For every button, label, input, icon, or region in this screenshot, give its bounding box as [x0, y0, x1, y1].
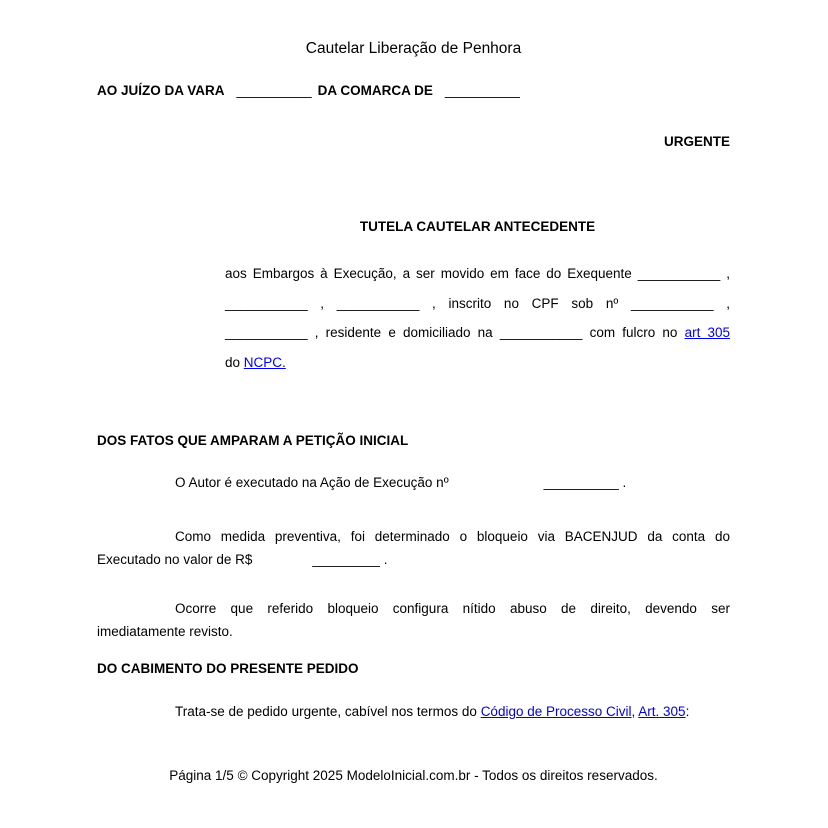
- paragraph-autor-text: O Autor é executado na Ação de Execução nº: [175, 475, 449, 490]
- qualification-line-3: [225, 318, 730, 348]
- qualification-line-4-text: do: [225, 354, 244, 370]
- paragraph-abuso-line-1: Ocorre que referido bloqueio configura nítido abuso de direito, devendo ser: [175, 601, 730, 616]
- addressing-text-2: DA COMARCA DE: [317, 83, 433, 98]
- link-art-305[interactable]: art 305: [684, 325, 731, 340]
- section-heading-tutela: TUTELA CAUTELAR ANTECEDENTE: [359, 219, 596, 234]
- document-title: Cautelar Liberação de Penhora: [305, 40, 522, 57]
- urgent-label: URGENTE: [663, 134, 730, 149]
- paragraph-autor-period: .: [618, 475, 627, 490]
- blank-field-comarca: __________: [444, 83, 520, 98]
- addressing-text-1: AO JUÍZO DA VARA: [97, 83, 225, 98]
- blank-field-vara: __________: [236, 83, 312, 98]
- paragraph-cabimento-text: Trata-se de pedido urgente, cabível nos termos do: [175, 704, 481, 719]
- section-heading-cabimento: DO CABIMENTO DO PRESENTE PEDIDO: [97, 661, 359, 676]
- qualification-line-1: aos Embargos à Execução, a ser movido em face do Exequente ___________ ,: [225, 266, 730, 281]
- blank-field-numero-execucao: __________: [543, 475, 619, 490]
- blank-field-valor: _________: [312, 551, 380, 567]
- paragraph-bloqueio-period: .: [379, 551, 388, 567]
- link-ncpc[interactable]: NCPC.: [243, 354, 286, 370]
- link-art-305-cabimento[interactable]: Art. 305: [638, 704, 686, 719]
- qualification-line-2: ___________ , ___________ , inscrito no CPF sob nº ___________ ,: [225, 295, 730, 311]
- section-heading-fatos: DOS FATOS QUE AMPARAM A PETIÇÃO INICIAL: [97, 433, 409, 448]
- paragraph-autor-executado: [97, 474, 730, 491]
- link-separator-comma: ,: [631, 704, 639, 719]
- qualification-line-3-text: ___________ , residente e domiciliado na ___________ com fulcro no: [225, 325, 685, 340]
- paragraph-cabimento-colon: :: [685, 704, 690, 719]
- paragraph-bloqueio-line-1: Como medida preventiva, foi determinado o bloqueio via BACENJUD da conta do: [175, 529, 730, 544]
- paragraph-abuso: [97, 598, 730, 643]
- paragraph-abuso-line-2: imediatamente revisto.: [97, 623, 233, 639]
- qualification-paragraph: [225, 259, 730, 377]
- qualification-line-4: [225, 348, 730, 378]
- link-codigo-processo-civil[interactable]: Código de Processo Civil: [480, 704, 632, 719]
- paragraph-bloqueio: [97, 526, 730, 571]
- page-footer: Página 1/5 © Copyright 2025 ModeloInicial.com.br - Todos os direitos reservados.: [169, 768, 658, 783]
- paragraph-bloqueio-line-2: [97, 549, 730, 572]
- paragraph-cabimento: [97, 703, 730, 720]
- paragraph-bloqueio-line-2-text: Executado no valor de R$: [97, 551, 253, 567]
- court-addressing-line: [97, 82, 730, 99]
